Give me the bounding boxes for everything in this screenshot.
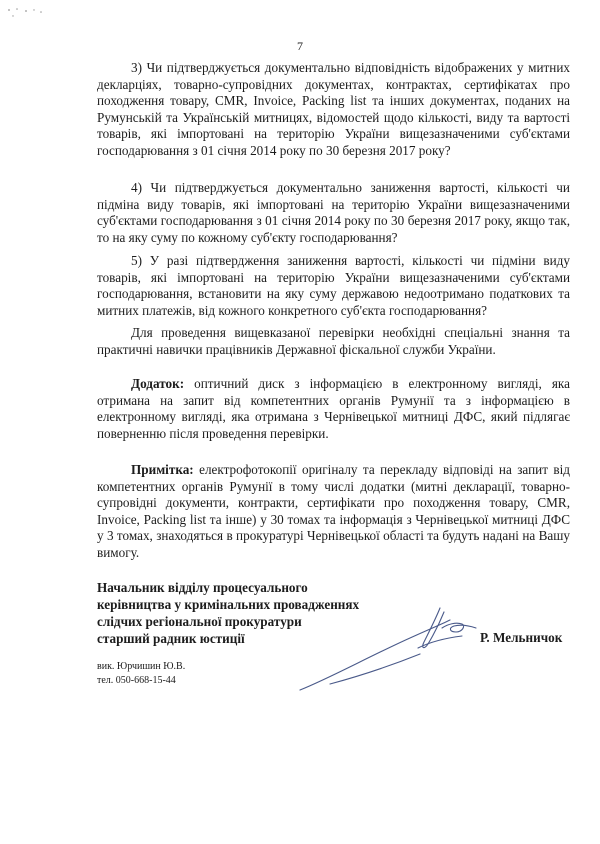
note-text: електрофотокопії оригіналу та перекладу відповіді на запит від компетентних органів Румунії в тому числі додатки (митні декларації, товарно-супровідні документи, контракти, сертифікати про походження товару, CMR, Invoice, Packing list та інше) у 30 томах та інформація з Чернівецької митниці ДФС у 3 томах, знаходяться в прокуратурі Чернівецької області та будуть надані на Вашу вимогу. [97,462,570,560]
executor-phone: тел. 050-668-15-44 [97,675,176,686]
question-5-paragraph: 5) У разі підтвердження заниження вартості, кількості чи підміни виду товарів, які імпортовані на територію України вищезазначеними суб'єктами господарювання, встановити на яку суму державою недоотримано податкових та митних платежів, від кожного конкретного суб'єкта господарювання? [97,253,570,318]
signatory-title-line: старший радник юстиції [97,631,245,646]
expertise-requirement-paragraph: Для проведення вищевказаної перевірки необхідні спеціальні знання та практичні навички працівників Державної фіскальної служби України. [97,325,570,357]
page-number: 7 [297,39,303,53]
note-label: Примітка: [131,462,194,477]
signatory-name: Р. Мельничок [480,630,563,645]
handwritten-signature [290,598,490,698]
question-3-paragraph: 3) Чи підтверджується документально відповідність відображених у митних декларціях, товарно-супровідних документах, контрактах, сертифікатах про походження товару, CMR, Invoice, Packing list та інших документах, поданих на Румунській та Українській митницях, відомостей щодо кількості, виду та вартості товарів, які імпортовані на територію України вищезазначеними суб'єктами господарювання з 01 січня 2014 року по 30 березня 2017 року? [97,60,570,158]
executor-info [97,660,185,688]
signatory-title-line: Начальник відділу процесуального [97,580,308,595]
addendum-text: оптичний диск з інформацією в електронному вигляді, яка отримана на запит від компетентних органів Румунії та з інформацією в електронному вигляді, яка отримана з Чернівецької митниці ДФС, який підлягає поверненню після проведення перевірки. [97,376,570,441]
signatory-title-line: керівництва у кримінальних провадженнях [97,597,360,612]
scan-artifact-dots [6,6,46,20]
note-block [97,462,570,561]
addendum-label: Додаток: [131,376,185,391]
question-4-paragraph: 4) Чи підтверджується документально заниження вартості, кількості чи підміна виду товарів, які імпортовані на територію України вищезазначеними суб'єктами господарювання з 01 січня 2014 року по 30 березня 2017 року, якщо так, то на яку суму по кожному суб'єкту господарювання? [97,180,570,245]
executor-name: вик. Юрчишин Ю.В. [97,661,186,672]
addendum-block [97,376,570,442]
signatory-title-line: слідчих регіональної прокуратури [97,614,302,629]
